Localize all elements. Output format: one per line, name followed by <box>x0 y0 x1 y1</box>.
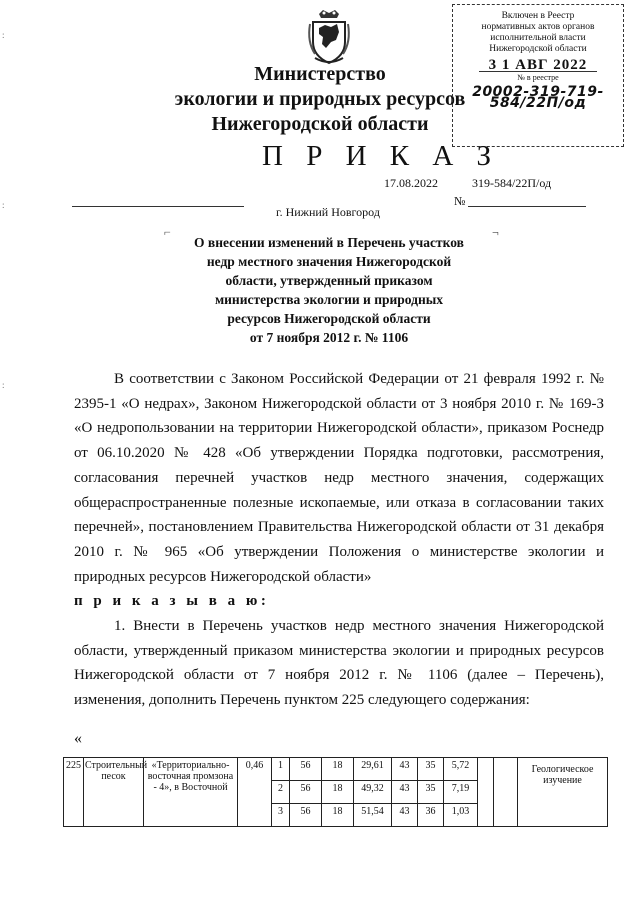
lon-deg-cell: 43 <box>392 804 418 827</box>
stamp-date: 3 1 АВГ 2022 <box>488 57 588 73</box>
lon-sec-cell: 7,19 <box>444 781 478 804</box>
document-body <box>74 367 604 713</box>
lat-deg-cell: 56 <box>290 781 322 804</box>
ministry-line-3: Нижегородской области <box>211 113 429 135</box>
title-corner-left-icon: ⌐ <box>164 225 171 239</box>
scan-margin-mark: : <box>2 30 5 40</box>
stamp-line-1: Включен в Реестр <box>501 11 575 21</box>
point-cell: 1 <box>272 758 290 781</box>
lon-sec-cell: 1,03 <box>444 804 478 827</box>
stamp-line-3: исполнительной власти <box>490 33 586 43</box>
document-date: 17.08.2022 <box>384 176 438 190</box>
scan-margin-mark: : <box>2 200 5 210</box>
item-number: 225 <box>64 758 84 827</box>
lon-deg-cell: 43 <box>392 758 418 781</box>
lat-deg-cell: 56 <box>290 758 322 781</box>
stamp-reg-label: № в реестре <box>479 71 597 83</box>
title-line-5: ресурсов Нижегородской области <box>227 311 431 326</box>
lat-min-cell: 18 <box>322 758 354 781</box>
lat-sec-cell: 49,32 <box>354 781 392 804</box>
lat-min-cell: 18 <box>322 781 354 804</box>
sites-table <box>63 757 608 827</box>
table-row <box>64 758 608 781</box>
purpose-cell: Геологическое изучение <box>518 758 608 827</box>
mineral-cell: Строительный песок <box>84 758 144 827</box>
order-word: п р и к а з ы в а ю: <box>74 593 270 610</box>
site-cell: «Территориально-восточная промзона - 4», в Восточной <box>144 758 238 827</box>
title-line-3: области, утвержденный приказом <box>225 273 433 288</box>
stamp-line-4: Нижегородской области <box>489 44 587 54</box>
stamp-line-2: нормативных актов органов <box>481 22 595 32</box>
lat-deg-cell: 56 <box>290 804 322 827</box>
document-number: 319-584/22П/од <box>472 176 552 190</box>
empty-cell <box>494 758 518 827</box>
ministry-line-1: Министерство <box>254 63 386 85</box>
empty-cell <box>478 758 494 827</box>
registry-stamp <box>452 4 624 147</box>
number-label: № <box>454 194 466 208</box>
clause-1-paragraph: 1. Внести в Перечень участков недр местного значения Нижегородской области, утвержденный приказом министерства экологии и природных ресурсов Нижегородской области от 7 ноября 2012 г. № 1106 (далее – Перечень), изменения, дополнить Перечень пунктом 225 следующего содержания: <box>74 618 604 709</box>
lat-sec-cell: 51,54 <box>354 804 392 827</box>
lon-min-cell: 35 <box>418 781 444 804</box>
lat-min-cell: 18 <box>322 804 354 827</box>
title-corner-right-icon: ¬ <box>492 225 499 239</box>
area-cell: 0,46 <box>238 758 272 827</box>
title-line-6: от 7 ноября 2012 г. № 1106 <box>249 330 409 345</box>
ministry-name <box>150 62 490 137</box>
lon-min-cell: 36 <box>418 804 444 827</box>
lat-sec-cell: 29,61 <box>354 758 392 781</box>
title-line-4: министерства экологии и природных <box>214 292 444 307</box>
scan-margin-mark: : <box>2 380 5 390</box>
stamp-reg-number: 20002-319-719-584/22П/од <box>472 84 604 111</box>
document-type: П Р И К А З <box>262 140 500 172</box>
lon-sec-cell: 5,72 <box>444 758 478 781</box>
title-line-2: недр местного значения Нижегородской <box>206 254 452 269</box>
document-title <box>170 233 488 347</box>
point-cell: 2 <box>272 781 290 804</box>
preamble-paragraph: В соответствии с Законом Российской Федерации от 21 февраля 1992 г. № 2395-1 «О недрах», Законом Нижегородской области от 3 ноября 2010 г. № 169-З «О недропользовании на территории Нижегородской области», приказом Роснедр от 06.10.2020 № 428 «Об утверждении Порядка подготовки, рассмотрения, согласования перечней участков недр местного значения, содержащих общераспространенные полезные ископаемые, или отказа в согласовании таких перечней», постановлением Правительства Нижегородской области от 31 декабря 2010 г. № 965 «Об утверждении Положения о министерстве экологии и природных ресурсов Нижегородской области» <box>74 371 604 585</box>
point-cell: 3 <box>272 804 290 827</box>
lon-min-cell: 35 <box>418 758 444 781</box>
city: г. Нижний Новгород <box>276 205 380 219</box>
coat-of-arms-icon <box>305 8 353 66</box>
date-underline <box>72 206 244 207</box>
lon-deg-cell: 43 <box>392 781 418 804</box>
title-line-1: О внесении изменений в Перечень участков <box>194 235 464 250</box>
quote-open: « <box>74 730 82 747</box>
ministry-line-2: экологии и природных ресурсов <box>174 88 466 110</box>
number-underline <box>468 206 586 207</box>
